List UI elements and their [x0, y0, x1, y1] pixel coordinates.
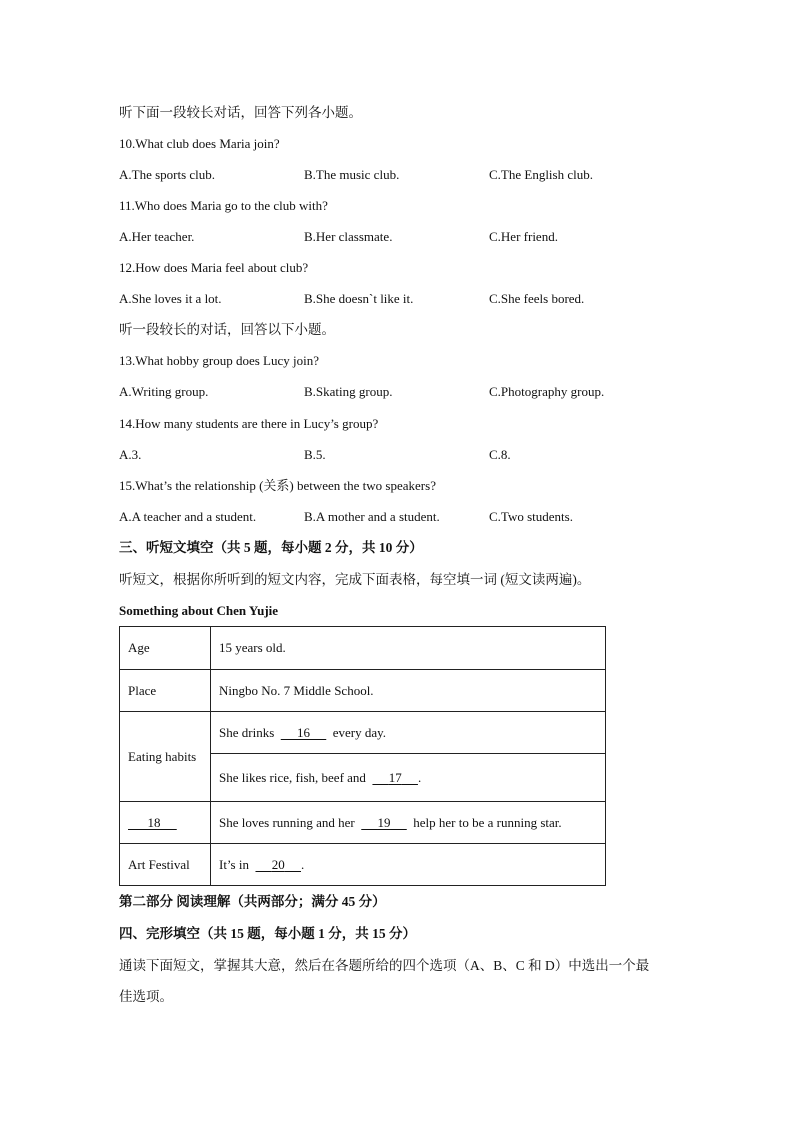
q11-option-a: A.Her teacher. [119, 229, 195, 244]
art-post: . [300, 856, 305, 872]
question-10: 10.What club does Maria join? [119, 136, 280, 151]
q15-option-b: B.A mother and a student. [304, 509, 440, 524]
art-line [211, 844, 606, 886]
q12-option-c: C.She feels bored. [489, 291, 585, 306]
blank-16 [281, 725, 327, 740]
q12-option-a: A.She loves it a lot. [119, 291, 222, 306]
blank-20 [255, 857, 301, 872]
running-line [211, 802, 606, 844]
table-title: Something about Chen Yujie [119, 603, 279, 618]
section4-instruction-line1: 通读下面短文，掌握其大意，然后在各题所给的四个选项（A、B、C 和 D）中选出一个最 [119, 958, 650, 973]
q11-option-b: B.Her classmate. [304, 229, 393, 244]
section3-instruction: 听短文，根据你所听到的短文内容，完成下面表格，每空填一词 (短文读两遍)。 [119, 572, 591, 587]
blank-18 [128, 815, 177, 830]
q11-option-c: C.Her friend. [489, 229, 558, 244]
blank-17 [372, 770, 418, 785]
question-11: 11.Who does Maria go to the club with? [119, 198, 328, 213]
table-row-art [120, 844, 606, 886]
blank-18-number: 18 [147, 814, 161, 830]
place-label: Place [120, 670, 211, 712]
place-value: Ningbo No. 7 Middle School. [211, 670, 606, 712]
blank-20-number: 20 [271, 856, 285, 872]
q10-option-a: A.The sports club. [119, 167, 216, 182]
q13-option-b: B.Skating group. [304, 384, 393, 399]
table-row-place [120, 670, 606, 712]
question-12: 12.How does Maria feel about club? [119, 260, 309, 275]
age-label: Age [120, 627, 211, 670]
blank-19 [361, 815, 407, 830]
q14-option-c: C.8. [489, 447, 511, 462]
table-row-age [120, 627, 606, 670]
age-value: 15 years old. [211, 627, 606, 670]
eating-line-1 [211, 712, 606, 754]
q15-option-a: A.A teacher and a student. [119, 509, 257, 524]
row4-pre: She loves running and her [219, 814, 355, 830]
blank-17-number: 17 [388, 769, 402, 785]
eat2-post: . [417, 769, 422, 785]
q10-option-b: B.The music club. [304, 167, 400, 182]
eat1-pre: She drinks [219, 724, 275, 740]
eating-label: Eating habits [120, 712, 211, 802]
q14-option-b: B.5. [304, 447, 326, 462]
art-label: Art Festival [120, 844, 211, 886]
table-row-eating-1 [120, 712, 606, 754]
section3-heading: 三、听短文填空（共 5 题，每小题 2 分，共 10 分） [119, 540, 423, 555]
row4-label [120, 802, 211, 844]
listening-intro-b: 听一段较长的对话，回答以下小题。 [119, 322, 335, 337]
q14-option-a: A.3. [119, 447, 142, 462]
question-15: 15.What’s the relationship (关系) between the two speakers? [119, 478, 436, 493]
q12-option-b: B.She doesn`t like it. [304, 291, 414, 306]
q15-option-c: C.Two students. [489, 509, 573, 524]
q13-option-c: C.Photography group. [489, 384, 605, 399]
eat2-pre: She likes rice, fish, beef and [219, 769, 366, 785]
q13-option-a: A.Writing group. [119, 384, 209, 399]
section4-instruction-line2: 佳选项。 [119, 989, 173, 1004]
table-row-running [120, 802, 606, 844]
listening-intro-a: 听下面一段较长对话，回答下列各小题。 [119, 105, 362, 120]
blank-19-number: 19 [377, 814, 391, 830]
q10-option-c: C.The English club. [489, 167, 593, 182]
question-14: 14.How many students are there in Lucy’s group? [119, 416, 379, 431]
section4-heading: 四、完形填空（共 15 题，每小题 1 分，共 15 分） [119, 926, 416, 941]
question-13: 13.What hobby group does Lucy join? [119, 353, 320, 368]
info-table [119, 626, 606, 886]
art-pre: It’s in [219, 856, 249, 872]
eating-line-2 [211, 754, 606, 802]
blank-16-number: 16 [297, 724, 310, 740]
part2-heading: 第二部分 阅读理解（共两部分；满分 45 分） [119, 894, 386, 909]
eat1-post: every day. [332, 724, 387, 740]
row4-post: help her to be a running star. [413, 814, 562, 830]
